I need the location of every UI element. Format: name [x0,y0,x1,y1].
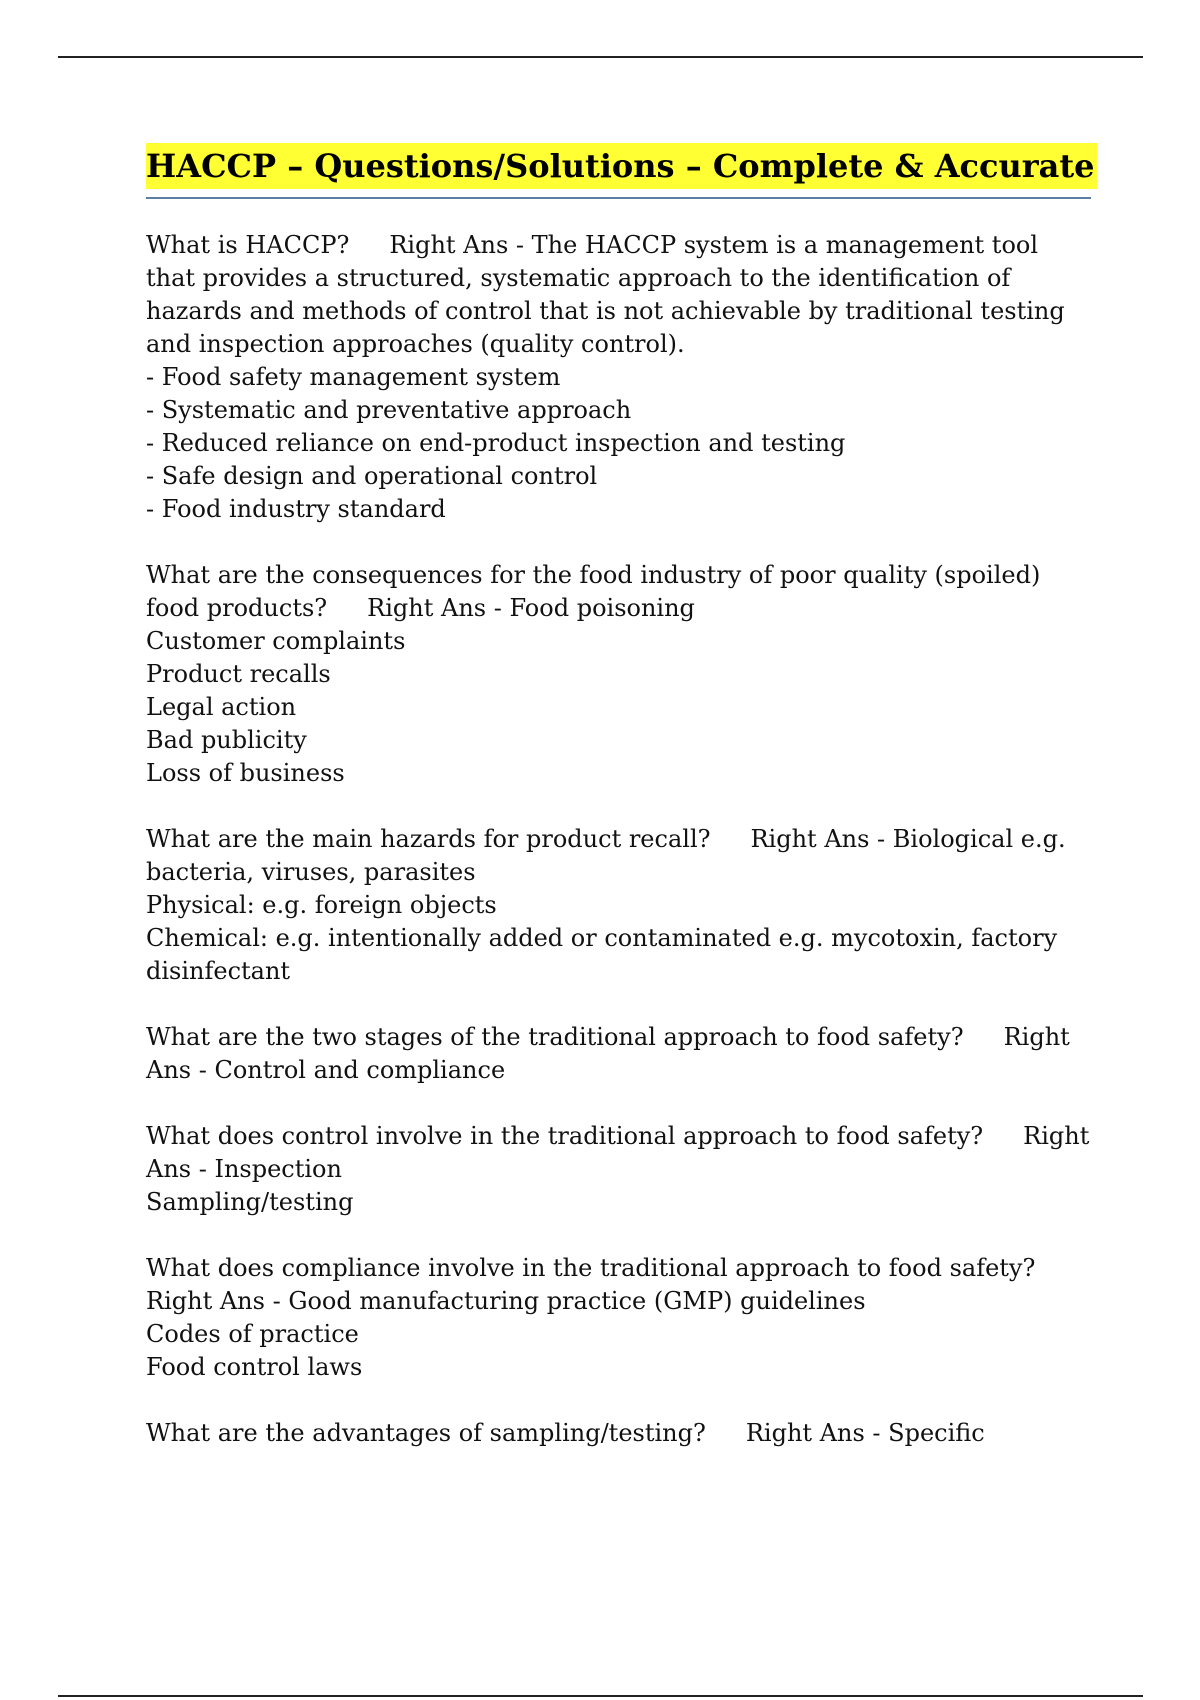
answer-text: Right Ans - Inspection [146,1122,1090,1183]
answer-line: Chemical: e.g. intentionally added or contaminated e.g. mycotoxin, factory disinfectant [146,924,1058,985]
qa-entry [146,1120,1091,1219]
question-text: What does control involve in the traditional approach to food safety? [146,1122,984,1150]
question-text: What is HACCP? [146,231,350,259]
answer-text: Right Ans - Specific [745,1419,985,1447]
answer-line: - Food safety management system [146,363,561,391]
question-text: What are the advantages of sampling/testing? [146,1419,706,1447]
answer-line: Food control laws [146,1353,363,1381]
answer-line: - Food industry standard [146,495,446,523]
answer-text: Right Ans - Biological e.g. bacteria, viruses, parasites [146,825,1066,886]
answer-text: Right Ans - Control and compliance [146,1023,1070,1084]
document-body [146,143,1095,1483]
question-text: What are the main hazards for product recall? [146,825,711,853]
answer-line: - Systematic and preventative approach [146,396,632,424]
answer-line: Sampling/testing [146,1188,354,1216]
document-title: HACCP – Questions/Solutions – Complete & Accurate [146,143,1097,189]
qa-entry [146,559,1091,790]
answer-line: Physical: e.g. foreign objects [146,891,497,919]
answer-text: Right Ans - Food poisoning [367,594,695,622]
qa-list [146,229,1091,1450]
qa-entry [146,1021,1091,1087]
answer-line: Product recalls [146,660,331,688]
title-block [146,143,1095,199]
answer-line: Customer complaints [146,627,406,655]
answer-text: Right Ans - Good manufacturing practice (GMP) guidelines [146,1287,866,1315]
answer-line: - Safe design and operational control [146,462,598,490]
qa-entry [146,229,1091,526]
answer-line: Codes of practice [146,1320,359,1348]
page-top-rule [58,56,1143,58]
question-text: What are the consequences for the food industry of poor quality (spoiled) food products? [146,561,1041,622]
qa-entry [146,1417,1091,1450]
question-text: What are the two stages of the traditional approach to food safety? [146,1023,964,1051]
answer-text: Right Ans - The HACCP system is a management tool that provides a structured, systematic approach to the identification of hazards and methods of control that is not achievable by traditional testing and inspection approaches (quality control). [146,231,1065,358]
qa-entry [146,1252,1091,1384]
qa-entry [146,823,1091,988]
answer-line: Bad publicity [146,726,307,754]
question-text: What does compliance involve in the traditional approach to food safety? [146,1254,1036,1282]
page-bottom-rule [58,1695,1143,1697]
answer-line: Legal action [146,693,297,721]
answer-line: - Reduced reliance on end-product inspection and testing [146,429,846,457]
answer-line: Loss of business [146,759,345,787]
